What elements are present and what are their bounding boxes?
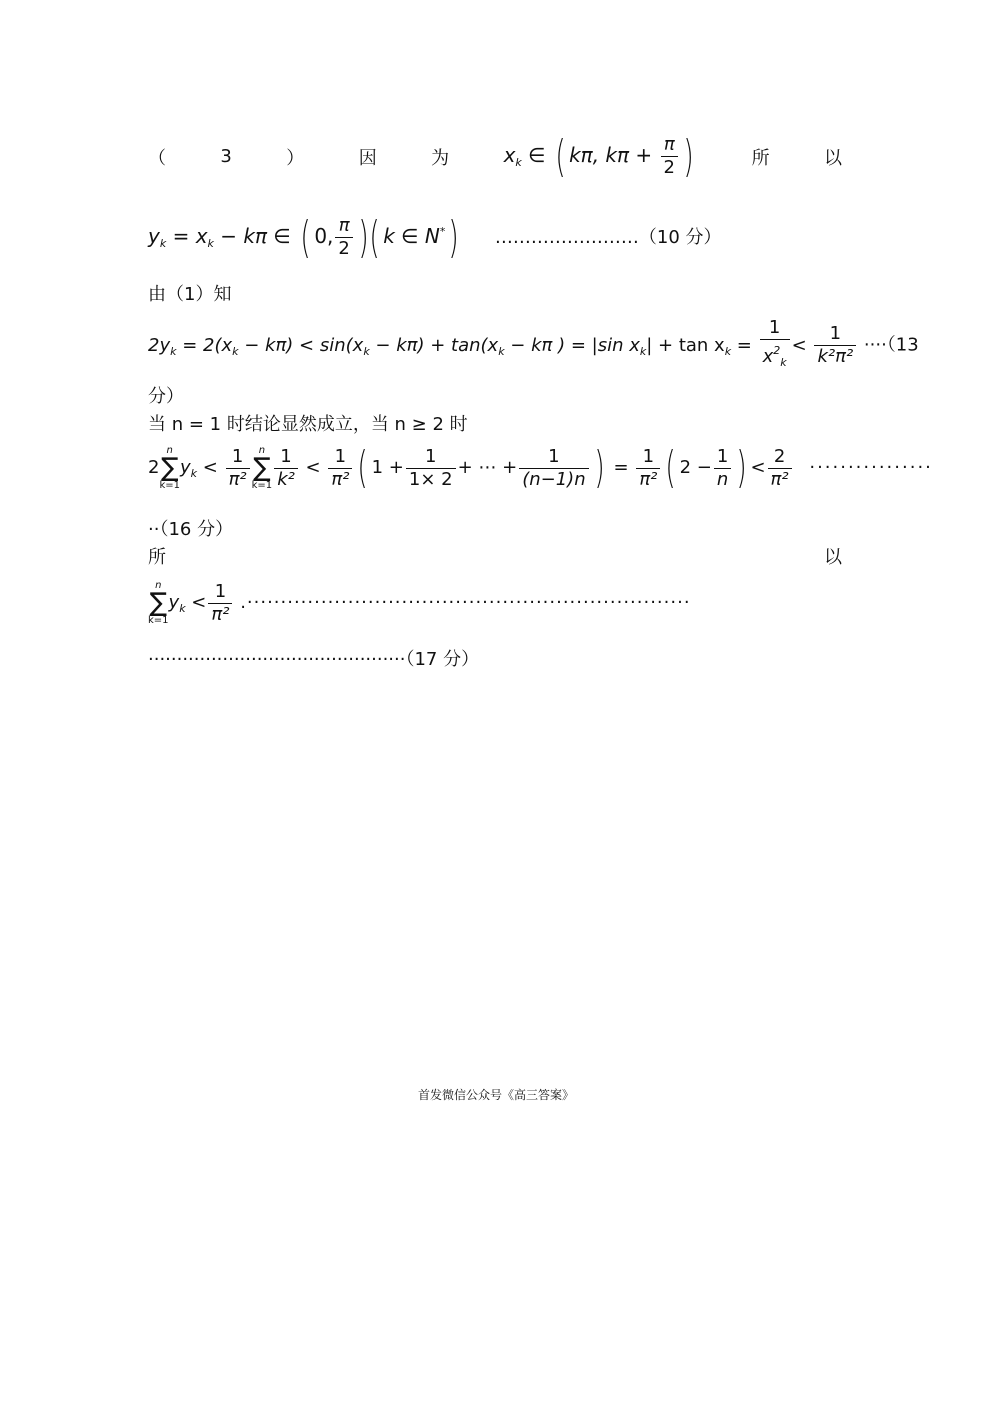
summation-inequality-expression: 2 n ∑ k=1 $y_k$ < $\frac{1}{\text{π²}}$ n ∑ k=1 $\frac{1}{\text{k²}}$ < $\frac{1}{\text{π²}}$ ( 1 + $\frac{1}{1\times 2}$ + ⋯ + $\frac{1}{(n-1)n}$ ) = $\frac{1}{\text{π²}}$ ( 2 − $\frac{1}{n}$ ) < $\frac{2}{\text{π²}}$ [148, 457, 799, 478]
score-16-leader: ················ [809, 457, 933, 478]
final-result-line [148, 580, 842, 626]
part-number: 3 [220, 146, 232, 167]
part3-intro-line [148, 130, 842, 182]
score-10: ……………………（10 分） [494, 227, 722, 248]
therefore-line [148, 543, 842, 569]
yk-definition-expression: $y_k = x_k - k\pi$ ∈ ( 0, $\frac{\pi}{2}$ )( k ∈ N*) [148, 211, 460, 263]
open-paren-token: （ [148, 147, 166, 169]
from-part1-line: 由（1）知 [148, 284, 232, 305]
score-16: ··（16 分） [148, 519, 234, 540]
word-yi: 以 [824, 147, 842, 169]
case-statement-line: 当 n = 1 时结论显然成立，当 n ≥ 2 时 [148, 414, 468, 435]
score-13-continuation: 分） [148, 386, 184, 407]
word-wei: 为 [431, 147, 450, 169]
footer-source-note: 首发微信公众号《高三答案》 [417, 1088, 574, 1102]
close-paren-token: ） [286, 147, 305, 169]
xk-interval-expression: $x_k$ ∈ ( kπ, kπ + $\frac{\pi}{2}$ ) [503, 130, 694, 182]
score-17-leader: .·································································· [240, 592, 691, 613]
word-suo: 所 [751, 147, 770, 169]
score-17: ·············································（17 分） [148, 649, 480, 670]
score-13: ····（13 [863, 334, 919, 356]
final-result-expression: n ∑ k=1 $y_k$ < $\frac{1}{\text{π²}}$ [148, 592, 240, 613]
pi-over-2-fraction: $\frac{\pi}{2}$ [661, 135, 678, 178]
word-yin: 因 [358, 147, 377, 169]
inequality-chain-line [148, 317, 919, 373]
word-suo-2: 所 [148, 547, 166, 568]
yk-definition-line [148, 211, 842, 263]
summation-inequality-line [148, 442, 933, 493]
inequality-chain-expression: $2y_k = 2(x_k - k\pi) < \sin(x_k - k\pi) + \tan(x_k - k\pi$ ) = |sin $x_k| + \tan x_k$ = $\frac{1}{x^2_k}$ < $\frac{1}{\text{k²π²}}$ [148, 335, 864, 356]
word-yi-2: 以 [824, 547, 842, 568]
